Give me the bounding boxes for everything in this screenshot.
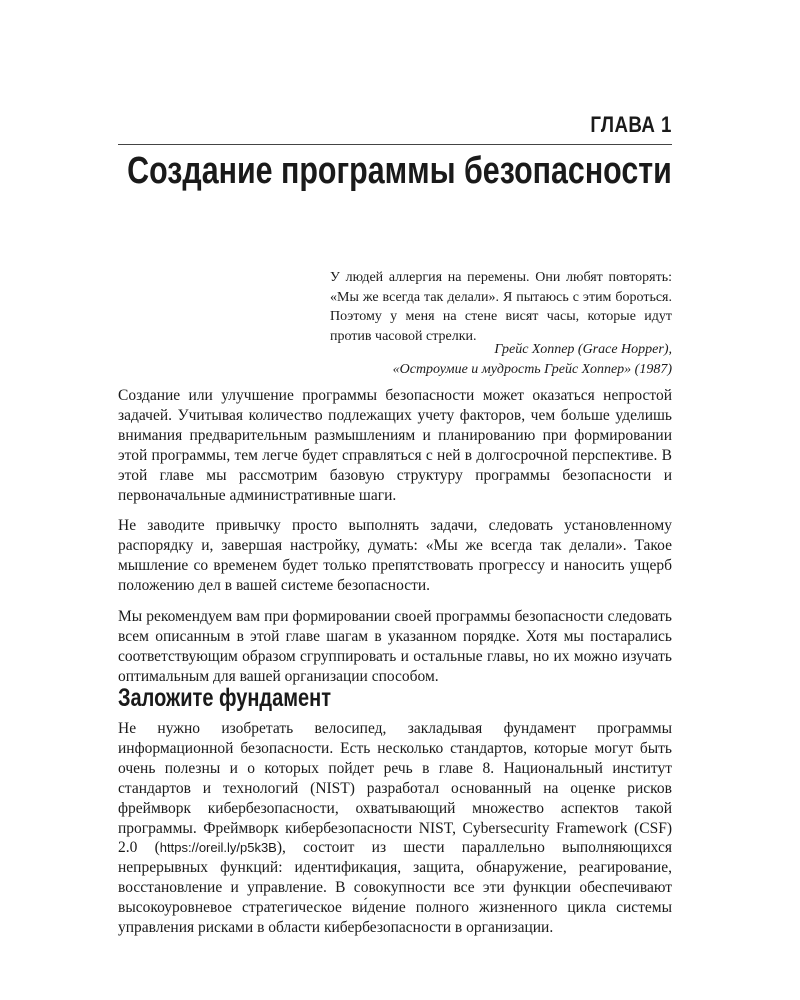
epigraph-text: У людей аллергия на перемены. Они любят повторять: «Мы же всегда так делали». Я пытаюсь с этим бороться. Поэтому у меня на стене висят часы, которые идут против часовой стрелки. xyxy=(330,270,672,344)
paragraph: Мы рекомендуем вам при формировании своей программы безопасности следовать всем описанным в этой главе шагам в указанном порядке. Хотя мы постарались соответствующим образом сгруппировать и остальные главы, но их можно изучать оптимальным для вашей организации способом. xyxy=(118,608,672,685)
section-heading: Заложите фундамент xyxy=(118,684,332,712)
epigraph xyxy=(330,268,672,346)
chapter-divider xyxy=(118,144,672,145)
section-text xyxy=(118,719,672,949)
chapter-title: Создание программы безопасности xyxy=(127,150,672,192)
paragraph-text: ), состоит из шести параллельно выполняющихся непрерывных функций: идентификация, защита, обнаружение, реагирование, восстановление и управление. В совокупности все эти функции обеспечивают высокоуровневое стратегическое ви́дение полного жизненного цикла системы управления рисками в области кибербезопасности в организации. xyxy=(118,839,672,937)
epigraph-author: Грейс Хоппер (Grace Hopper), xyxy=(494,342,672,357)
paragraph: Не заводите привычку просто выполнять задачи, следовать установленному распорядку и, завершая настройку, думать: «Мы же всегда так делали». Такое мышление со временем будет только препятствовать прогрессу и наносить ущерб положению дел в вашей системе безопасности. xyxy=(118,517,672,595)
reference-link[interactable]: https://oreil.ly/p5k3B xyxy=(159,840,277,856)
paragraph: Создание или улучшение программы безопасности может оказаться непростой задачей. Учитывая количество подлежащих учету факторов, чем больше уделишь внимания предварительным размышлениям и планированию при формировании этой программы, тем легче будет справляться с ней в долгосрочной перспективе. В этой главе мы рассмотрим базовую структуру программы безопасности и первоначальные административные шаги. xyxy=(118,387,672,504)
epigraph-attribution xyxy=(393,340,672,379)
epigraph-source: «Остроумие и мудрость Грейс Хоппер» (1987) xyxy=(392,361,672,377)
paragraph-text: Не нужно изобретать велосипед, закладывая фундамент программы информационной безопасности. Есть несколько стандартов, которые могут быть очень полезны и о которых пойдет речь в главе 8. Национальный институт стандартов и технологий (NIST) разработал основанный на оценке рисков фреймворк кибербезопасности, охватывающий множество аспектов такой программы. Фреймворк кибербезопасности NIST, Cybersecurity Framework (CSF) 2.0 ( xyxy=(118,720,672,857)
intro-text xyxy=(118,386,672,698)
chapter-label: ГЛАВА 1 xyxy=(590,112,672,137)
paragraph xyxy=(118,719,672,938)
